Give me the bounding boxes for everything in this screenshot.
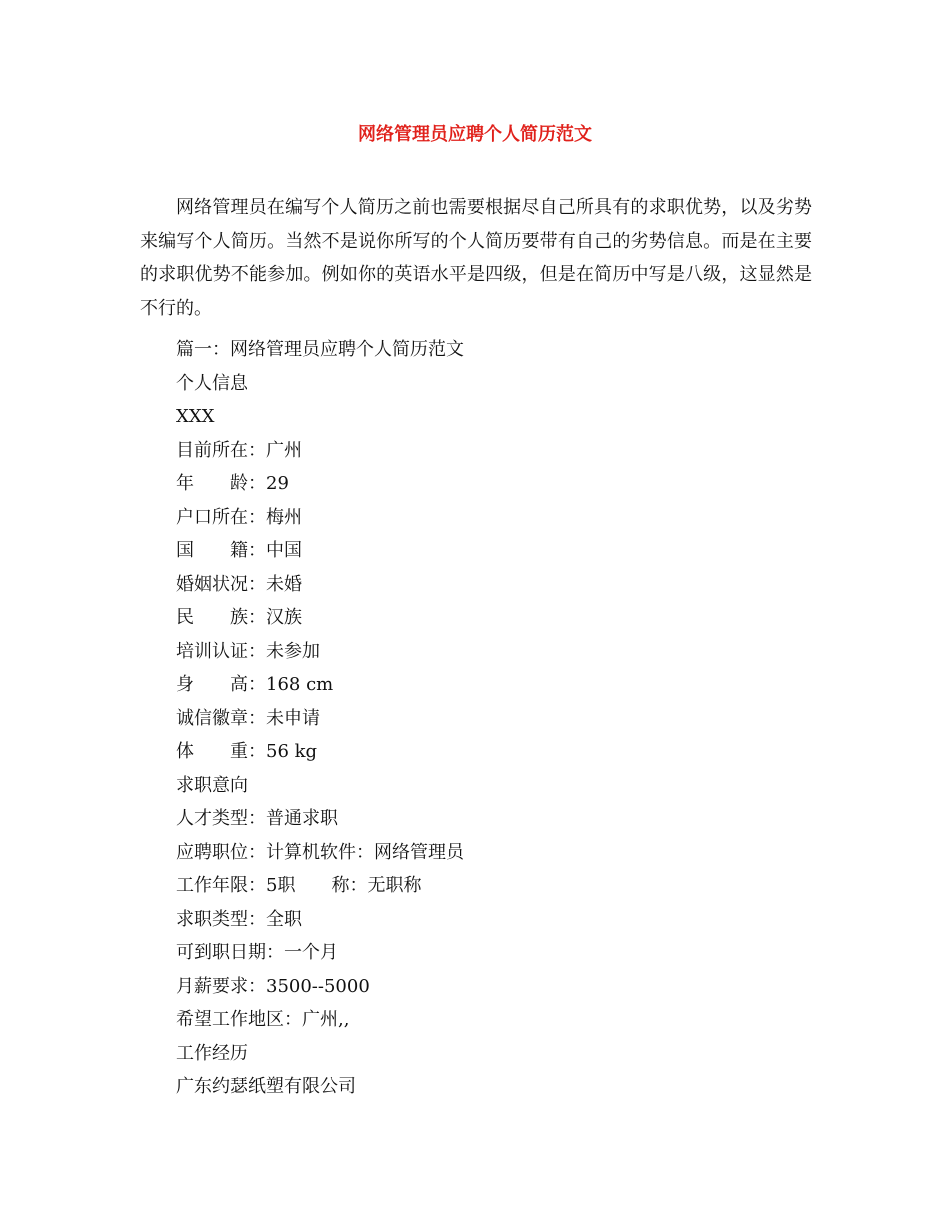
section-heading-job-intention: 求职意向 (176, 774, 248, 796)
field-marital-status: 婚姻状况：未婚 (176, 573, 302, 595)
field-talent-type: 人才类型：普通求职 (176, 808, 338, 829)
field-availability: 可到职日期：一个月 (176, 942, 338, 963)
field-hukou-location: 户口所在：梅州 (176, 506, 302, 528)
resume-lines (176, 333, 464, 1104)
applicant-name: XXX (176, 406, 215, 427)
intro-paragraph: 网络管理员在编写个人简历之前也需要根据尽自己所具有的求职优势，以及劣势来编写个人简历。当然不是说你所写的个人简历要带有自己的劣势信息。而是在主要的求职优势不能参加。例如你的英语水平是四级，但是在简历中写是八级，这显然是不行的。 (140, 197, 812, 319)
field-integrity-badge: 诚信徽章：未申请 (176, 707, 320, 729)
field-preferred-area: 希望工作地区：广州,, (176, 1009, 350, 1030)
field-weight: 体 重：56 kg (176, 741, 318, 762)
field-nationality: 国 籍：中国 (176, 540, 302, 561)
field-job-type: 求职类型：全职 (176, 908, 302, 930)
field-ethnicity: 民 族：汉族 (176, 607, 302, 628)
field-applied-position: 应聘职位：计算机软件：网络管理员 (176, 841, 464, 863)
field-current-location: 目前所在：广州 (176, 439, 302, 461)
document-title: 网络管理员应聘个人简历范文 (358, 124, 592, 145)
field-salary: 月薪要求：3500--5000 (176, 975, 370, 997)
section-heading-work-experience: 工作经历 (176, 1042, 248, 1064)
company-name: 广东约瑟纸塑有限公司 (176, 1076, 356, 1097)
section-heading-personal-info: 个人信息 (176, 372, 248, 394)
field-height: 身 高：168 cm (176, 674, 334, 695)
field-age: 年 龄：29 (176, 473, 289, 494)
field-work-years-title: 工作年限：5职 称：无职称 (176, 875, 422, 896)
section-heading-sample: 篇一：网络管理员应聘个人简历范文 (176, 339, 464, 360)
field-certification: 培训认证：未参加 (176, 640, 320, 662)
